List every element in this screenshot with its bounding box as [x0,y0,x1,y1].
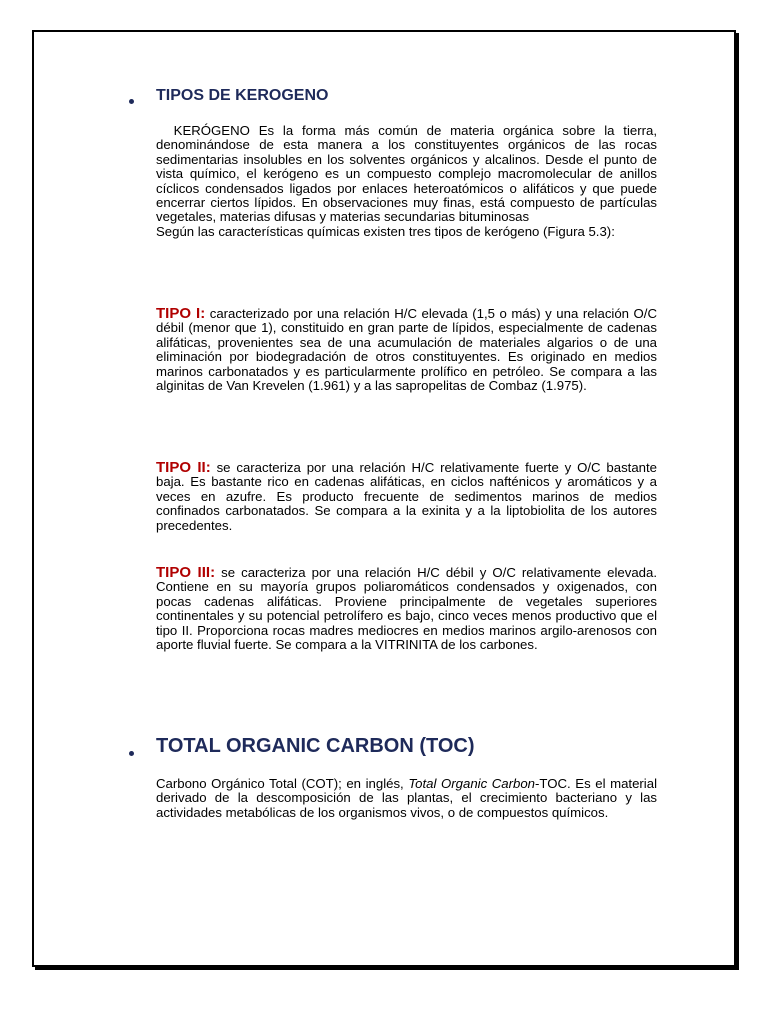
toc-paragraph [156,777,657,820]
tipo-1-label: TIPO I: [156,305,206,322]
kerogeno-intro [156,124,657,239]
intro-text: KERÓGENO Es la forma más común de materia orgánica sobre la tierra, denominándose de esta manera a los constituyentes orgánicos de las rocas sedimentarias insolubles en los solventes orgánicos y alcalinos. Desde el punto de vista químico, el kerógeno es un compuesto complejo macromolecular de anillos cíclicos condensados ligados por enlaces heteroatómicos o alifáticos y que puede encerrar ciertos lípidos. En observaciones muy finas, está compuesto de partículas vegetales, materias difusas y materias secundarias bituminosas [156,123,658,225]
tipo-1-paragraph [156,307,657,393]
section-heading-toc: TOTAL ORGANIC CARBON (TOC) [156,735,475,757]
tipo-2-paragraph [156,461,657,533]
intro-text-2: Según las características químicas existen tres tipos de kerógeno (Figura 5.3): [156,223,615,239]
tipo-1-text: caracterizado por una relación H/C elevada (1,5 o más) y una relación O/C débil (menor que 1), constituido en gran parte de lípidos, especialmente de cadenas alifáticas, provenientes sea de una acumulación de materiales algarios o de una eliminación por biodegradación de otros constituyentes. Es originado en medios marinos carbonatados y es particularmente prolífico en petróleo. Se compara a las alginitas de Van Krevelen (1.961) y a las sapropelitas de Combaz (1.975). [156,306,657,394]
tipo-2-text: se caracteriza por una relación H/C relativamente fuerte y O/C bastante baja. Es bastante rico en cadenas alifáticas, en ciclos nafténicos y aromáticos y a veces en azufre. Es producto frecuente de sedimentos marinos de medios confinados carbonatados. Se compara a la exinita y a la liptobiolita de los autores precedentes. [156,460,657,533]
tipo-3-text: se caracteriza por una relación H/C débil y O/C relativamente elevada. Contiene en su mayoría grupos poliaromáticos condensados y oxigenados, con pocas cadenas alifáticas. Proviene principalmente de vegetales superiores continentales y su potencial petrolífero es bajo, cinco veces menos productivo que el tipo II. Proporciona rocas madres mediocres en medios marinos argilo-arenosos con aporte fluvial fuerte. Se compara a la VITRINITA de los carbones. [156,565,657,653]
bullet-icon [129,751,134,756]
toc-text-italic: Total Organic Carbon [408,776,536,791]
tipo-2-label: TIPO II: [156,459,211,476]
tipo-3-paragraph [156,566,657,652]
toc-text-after: -TOC. Es el material derivado de la descomposición de las plantas, el crecimiento bacteriano y las actividades metabólicas de los organismos vivos, o de compuestos químicos. [156,776,657,820]
section-heading-kerogeno: TIPOS DE KEROGENO [156,87,329,104]
bullet-icon [129,99,134,104]
tipo-3-label: TIPO III: [156,564,216,581]
toc-text-before: Carbono Orgánico Total (COT); en inglés, [156,776,409,791]
